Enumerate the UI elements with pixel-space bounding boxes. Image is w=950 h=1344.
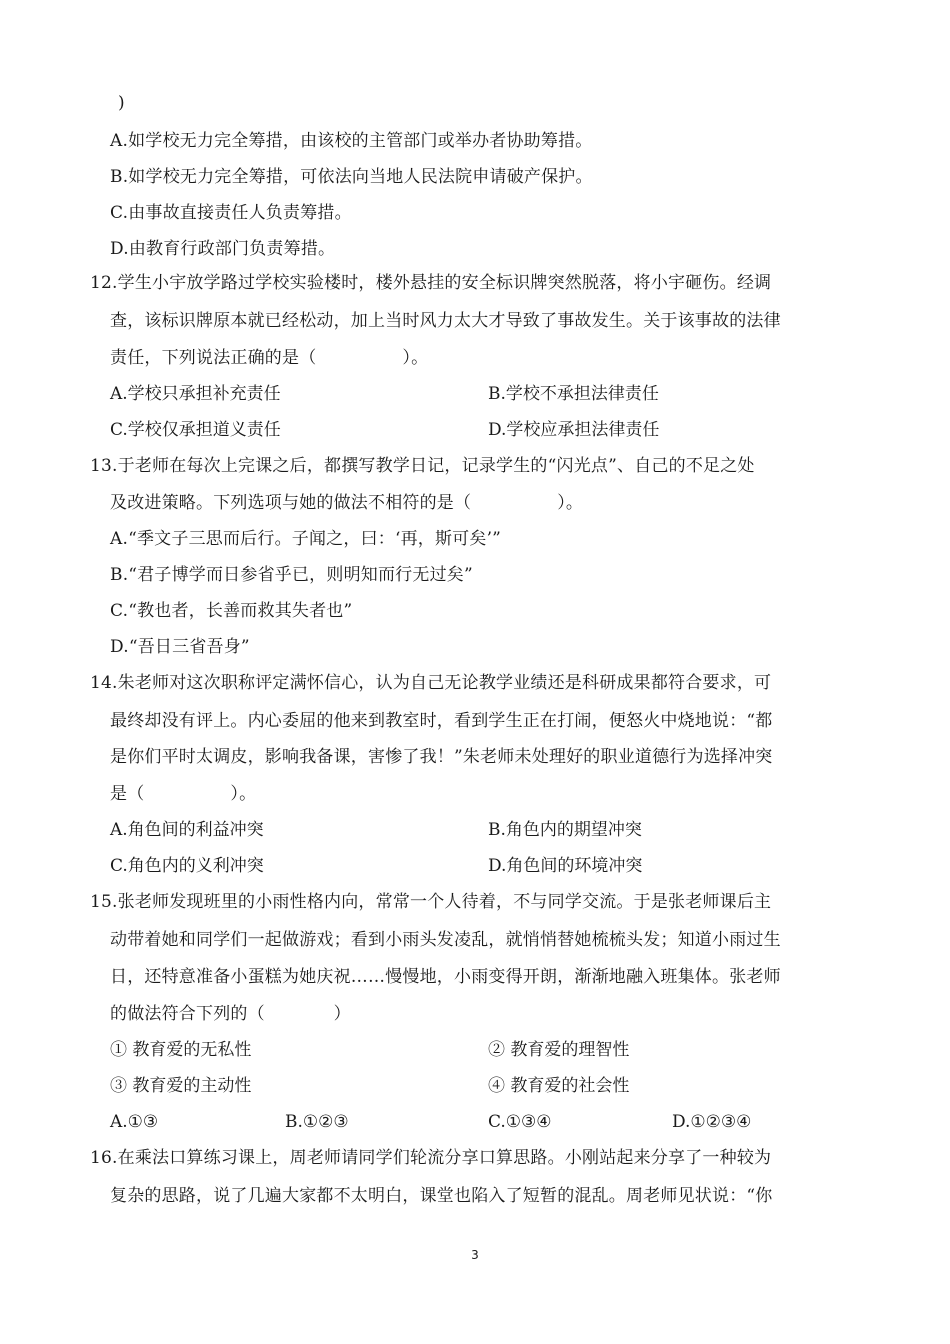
q14-stem-line-1: 14.朱老师对这次职称评定满怀信心，认为自己无论教学业绩还是科研成果都符合要求，可 (90, 673, 772, 693)
q13-option-b: B.“君子博学而日参省乎已，则明知而行无过矣” (110, 565, 473, 585)
q14-option-b: B.角色内的期望冲突 (488, 820, 642, 840)
q15-option-a: A.①③ (110, 1112, 159, 1132)
q12-option-d: D.学校应承担法律责任 (488, 420, 660, 440)
q12-stem-line-2: 查，该标识牌原本就已经松动，加上当时风力太大才导致了事故发生。关于该事故的法律 (110, 311, 781, 331)
prev-question-tail: ) (118, 93, 125, 113)
q15-item-3: ③ 教育爱的主动性 (110, 1076, 252, 1096)
q15-stem-line-2: 动带着她和同学们一起做游戏；看到小雨头发凌乱，就悄悄替她梳梳头发；知道小雨过生 (110, 930, 781, 950)
q15-option-d: D.①②③④ (672, 1112, 752, 1132)
page-number: 3 (471, 1248, 479, 1262)
q14-option-d: D.角色间的环境冲突 (488, 856, 643, 876)
q12-option-b: B.学校不承担法律责任 (488, 384, 659, 404)
q14-stem-line-3: 是你们平时太调皮，影响我备课，害惨了我！”朱老师未处理好的职业道德行为选择冲突 (110, 747, 773, 767)
q12-option-c: C.学校仅承担道义责任 (110, 420, 281, 440)
q14-option-a: A.角色间的利益冲突 (110, 820, 264, 840)
q15-stem-line-4: 的做法符合下列的（ ） (110, 1004, 351, 1024)
q13-option-a: A.“季文子三思而后行。子闻之，曰：‘再，斯可矣’” (110, 529, 502, 549)
q12-option-a: A.学校只承担补充责任 (110, 384, 281, 404)
prev-option-b: B.如学校无力完全筹措，可依法向当地人民法院申请破产保护。 (110, 167, 593, 187)
q15-stem-line-1: 15.张老师发现班里的小雨性格内向，常常一个人待着，不与同学交流。于是张老师课后主 (90, 892, 772, 912)
prev-option-c: C.由事故直接责任人负责筹措。 (110, 203, 352, 223)
q14-stem-line-2: 最终却没有评上。内心委屈的他来到教室时，看到学生正在打闹，便怒火中烧地说：“都 (110, 711, 773, 731)
prev-option-a: A.如学校无力完全筹措，由该校的主管部门或举办者协助筹措。 (110, 131, 593, 151)
q12-stem-line-1: 12.学生小宇放学路过学校实验楼时，楼外悬挂的安全标识牌突然脱落，将小宇砸伤。经调 (90, 273, 772, 293)
q15-stem-line-3: 日，还特意准备小蛋糕为她庆祝……慢慢地，小雨变得开朗，渐渐地融入班集体。张老师 (110, 967, 781, 987)
q14-option-c: C.角色内的义利冲突 (110, 856, 264, 876)
q13-stem-line-1: 13.于老师在每次上完课之后，都撰写教学日记，记录学生的“闪光点”、自己的不足之处 (90, 456, 755, 476)
q16-stem-line-2: 复杂的思路，说了几遍大家都不太明白，课堂也陷入了短暂的混乱。周老师见状说：“你 (110, 1186, 773, 1206)
q13-stem-line-2: 及改进策略。下列选项与她的做法不相符的是（ ）。 (110, 493, 584, 513)
q16-stem-line-1: 16.在乘法口算练习课上，周老师请同学们轮流分享口算思路。小刚站起来分享了一种较为 (90, 1148, 772, 1168)
prev-option-d: D.由教育行政部门负责筹措。 (110, 239, 336, 259)
q13-option-d: D.“吾日三省吾身” (110, 637, 250, 657)
q15-item-4: ④ 教育爱的社会性 (488, 1076, 630, 1096)
q15-option-c: C.①③④ (488, 1112, 552, 1132)
q15-item-2: ② 教育爱的理智性 (488, 1040, 630, 1060)
q14-stem-line-4: 是（ ）。 (110, 784, 257, 804)
q12-stem-line-3: 责任，下列说法正确的是（ ）。 (110, 348, 429, 368)
q13-option-c: C.“教也者，长善而救其失者也” (110, 601, 353, 621)
q15-option-b: B.①②③ (285, 1112, 349, 1132)
q15-item-1: ① 教育爱的无私性 (110, 1040, 252, 1060)
